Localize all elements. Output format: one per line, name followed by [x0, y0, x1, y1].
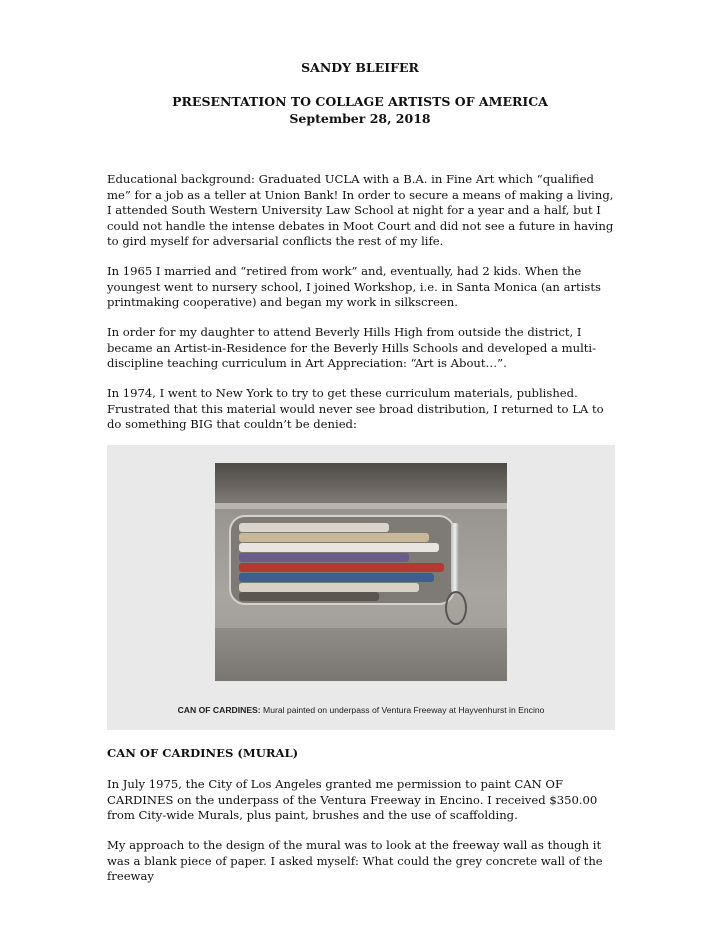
paragraph-1974: In 1974, I went to New York to try to get these curriculum materials, published. Frustrated that this material would never see broad distribution, I returned to LA to do something BIG that couldn’t be denied:	[107, 386, 604, 432]
paragraph-1975: In July 1975, the City of Los Angeles granted me permission to paint CAN OF CARDINES on the underpass of the Ventura Freeway in Encino. I received $350.00 from City-wide Murals, plus paint, brushes and the use of scaffolding.	[107, 777, 598, 823]
photo-caption	[107, 705, 615, 715]
paragraph-1965: In 1965 I married and “retired from work” and, eventually, had 2 kids. When the youngest went to nursery school, I joined Workshop, i.e. in Santa Monica (an artists printmaking cooperative) and began my work in silkscreen.	[107, 264, 601, 310]
paragraph-artist-in-residence: In order for my daughter to attend Beverly Hills High from outside the district, I became an Artist-in-Residence for the Beverly Hills Schools and developed a multi-discipline teaching curriculum in Art Appreciation: “Art is About…”.	[107, 325, 597, 371]
can-key-roll	[451, 523, 459, 593]
mural-photo	[107, 445, 615, 730]
document-title: PRESENTATION TO COLLAGE ARTISTS OF AMERICA	[172, 94, 548, 109]
paragraph-education: Educational background: Graduated UCLA with a B.A. in Fine Art which “qualified me” for a job as a teller at Union Bank! In order to secure a means of making a living, I attended South Western University Law School at night for a year and a half, but I could not handle the intense debates in Moot Court and did not see a future in having to gird myself for adversarial conflicts the rest of my life.	[107, 172, 614, 249]
document-date: September 28, 2018	[289, 111, 431, 126]
paragraph-design-approach: My approach to the design of the mural was to look at the freeway wall as though it was a blank piece of paper. I asked myself: What could the grey concrete wall of the freeway	[107, 838, 603, 884]
author-name: SANDY BLEIFER	[301, 60, 419, 75]
mural-scene-image	[215, 463, 507, 681]
caption-title: CAN OF CARDINES:	[177, 705, 261, 715]
can-key-loop	[445, 591, 467, 625]
caption-text: Mural painted on underpass of Ventura Freeway at Hayvenhurst in Encino	[260, 705, 545, 715]
sardine-can-painting	[229, 515, 455, 605]
section-heading: CAN OF CARDINES (MURAL)	[107, 746, 299, 760]
